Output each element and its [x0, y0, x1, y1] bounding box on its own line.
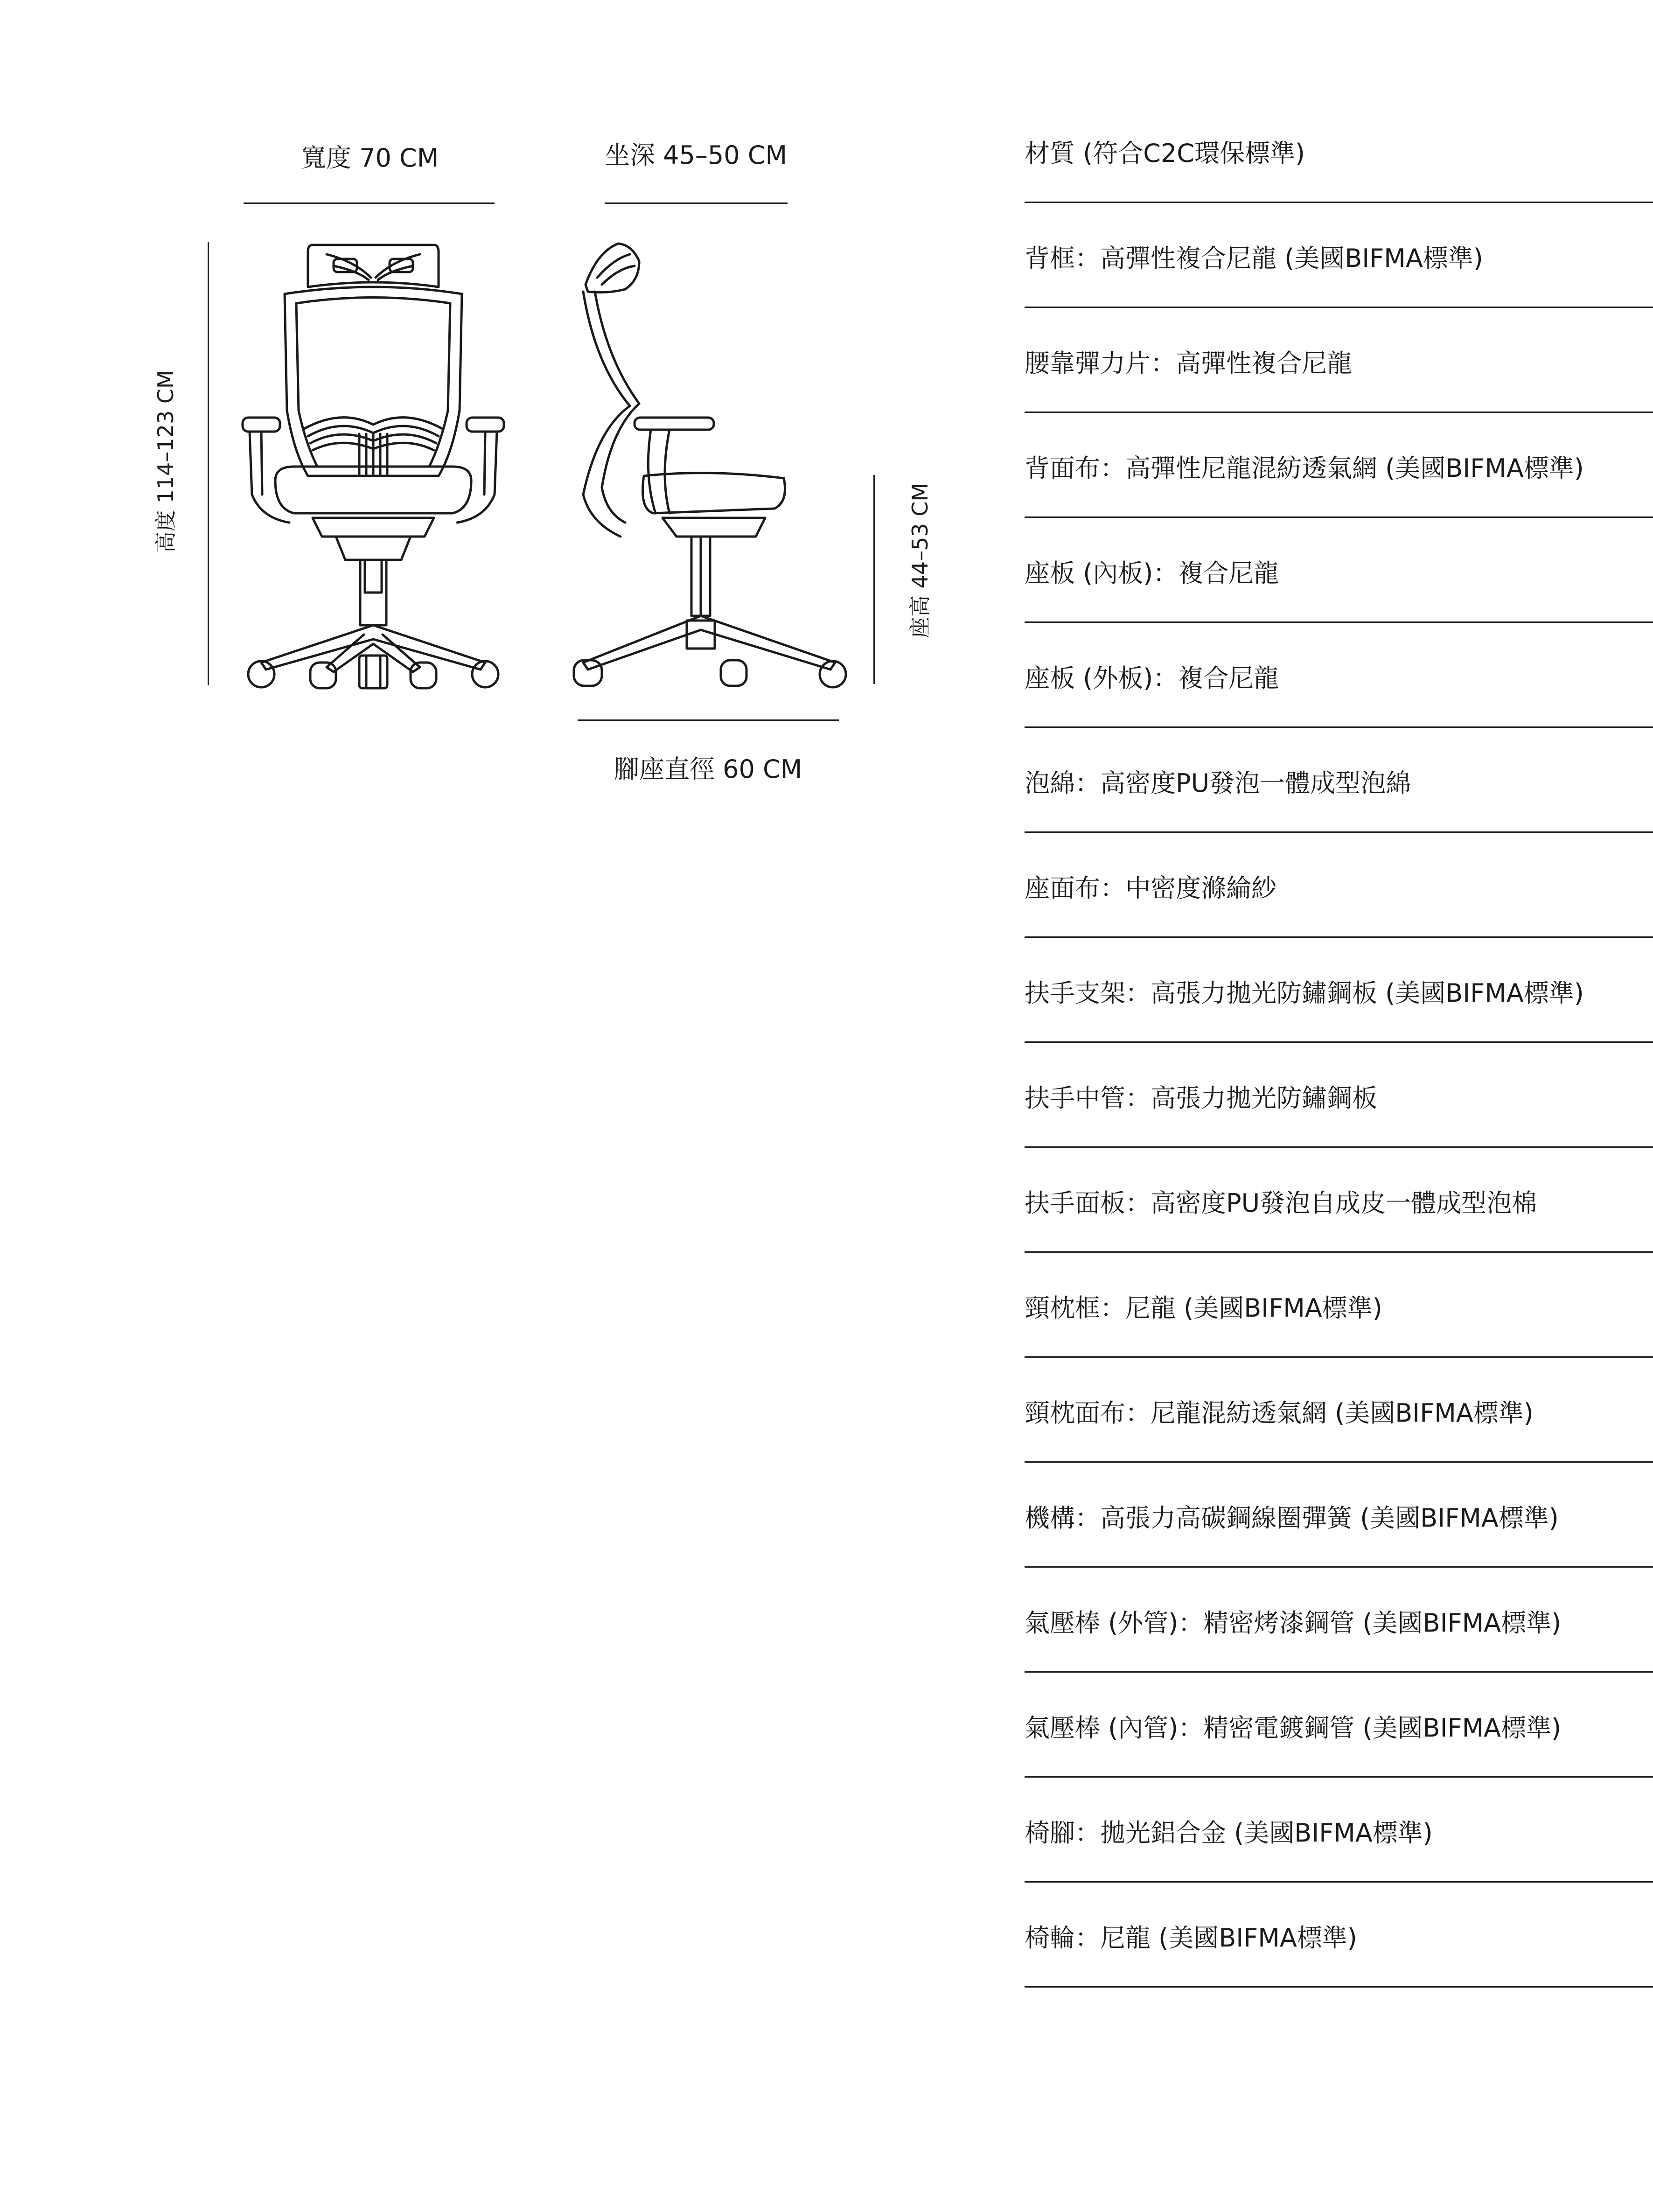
spec-row — [1025, 98, 1653, 203]
spec-text: 扶手中管：高張力拋光防鏽鋼板 — [1025, 1083, 1377, 1113]
width-dimension-label: 寬度 70 CM — [301, 143, 439, 173]
spec-text: 材質 (符合C2C環保標準) — [1025, 139, 1305, 168]
height-dimension-label: 高度 114–123 CM — [153, 370, 178, 553]
spec-row — [1025, 1358, 1653, 1463]
spec-text: 氣壓棒 (內管)：精密電鍍鋼管 (美國BIFMA標準) — [1025, 1713, 1562, 1743]
spec-text: 椅腳：拋光鋁合金 (美國BIFMA標準) — [1025, 1818, 1433, 1848]
base-diameter-dimension-label: 腳座直徑 60 CM — [614, 754, 802, 784]
spec-text: 氣壓棒 (外管)：精密烤漆鋼管 (美國BIFMA標準) — [1025, 1608, 1562, 1638]
base-diameter-dimension-line — [578, 719, 839, 721]
spec-row — [1025, 623, 1653, 728]
spec-row — [1025, 1043, 1653, 1148]
seat-height-dimension-line — [873, 475, 875, 684]
seat-depth-dimension-label: 坐深 45–50 CM — [605, 140, 788, 170]
spec-row — [1025, 1253, 1653, 1358]
spec-text: 泡綿：高密度PU發泡一體成型泡綿 — [1025, 768, 1411, 798]
spec-text: 頸枕框：尼龍 (美國BIFMA標準) — [1025, 1293, 1382, 1323]
spec-text: 背框：高彈性複合尼龍 (美國BIFMA標準) — [1025, 244, 1483, 273]
chair-side-view-drawing — [569, 233, 849, 700]
spec-text: 扶手面板：高密度PU發泡自成皮一體成型泡棉 — [1025, 1188, 1537, 1218]
spec-row — [1025, 728, 1653, 833]
spec-row — [1025, 1148, 1653, 1253]
spec-row — [1025, 1778, 1653, 1883]
spec-row — [1025, 308, 1653, 413]
height-dimension-line — [208, 242, 209, 685]
spec-row — [1025, 1568, 1653, 1673]
seat-depth-dimension-line — [605, 202, 788, 204]
spec-row — [1025, 1463, 1653, 1568]
spec-row — [1025, 1673, 1653, 1778]
spec-text: 背面布：高彈性尼龍混紡透氣網 (美國BIFMA標準) — [1025, 454, 1584, 483]
spec-row — [1025, 833, 1653, 938]
spec-text: 機構：高張力高碳鋼線圈彈簧 (美國BIFMA標準) — [1025, 1503, 1559, 1533]
spec-text: 扶手支架：高張力拋光防鏽鋼板 (美國BIFMA標準) — [1025, 978, 1584, 1008]
spec-row — [1025, 413, 1653, 518]
spec-text: 座面布：中密度滌綸紗 — [1025, 873, 1276, 903]
spec-row — [1025, 938, 1653, 1043]
seat-height-dimension-label: 座高 44–53 CM — [907, 482, 933, 638]
spec-row — [1025, 1883, 1653, 1988]
spec-row — [1025, 203, 1653, 308]
spec-text: 腰靠彈力片：高彈性複合尼龍 — [1025, 349, 1352, 378]
spec-row — [1025, 518, 1653, 623]
chair-front-view-drawing — [233, 233, 513, 700]
spec-text: 座板 (內板)：複合尼龍 — [1025, 558, 1279, 588]
spec-text: 椅輪：尼龍 (美國BIFMA標準) — [1025, 1923, 1357, 1953]
spec-text: 座板 (外板)：複合尼龍 — [1025, 663, 1279, 693]
width-dimension-line — [244, 202, 495, 204]
spec-text: 頸枕面布：尼龍混紡透氣網 (美國BIFMA標準) — [1025, 1398, 1534, 1428]
material-spec-list — [1025, 98, 1653, 1988]
